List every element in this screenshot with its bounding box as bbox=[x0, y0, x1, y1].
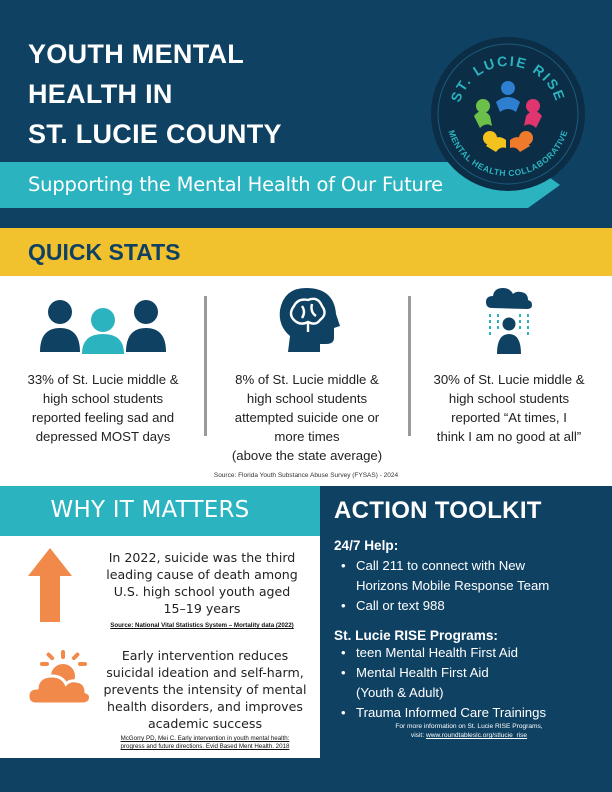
stat-text: 30% of St. Lucie middle & high school students reported “At times, I think I am no good at all” bbox=[433, 372, 585, 444]
logo-bottom-text: MENTAL HEALTH COLLABORATIVE bbox=[446, 128, 570, 179]
programs-heading: St. Lucie RISE Programs: bbox=[334, 628, 498, 643]
stat-text: 33% of St. Lucie middle & high school students reported feeling sad and depressed MOST days bbox=[27, 372, 179, 444]
help-heading: 24/7 Help: bbox=[334, 538, 399, 553]
programs-info-note: For more information on St. Lucie RISE Programs, visit: www.roundtableslc.org/stlucie_rise bbox=[395, 723, 543, 739]
stats-source: Source: Florida Youth Substance Abuse Survey (FYSAS) - 2024 bbox=[213, 472, 399, 479]
group-people-icon bbox=[38, 296, 168, 354]
help-list bbox=[334, 556, 549, 616]
fact-text: Early intervention reduces suicidal ideation and self-harm, prevents the intensity of mental health disorders, and improves academic success bbox=[103, 648, 307, 731]
sun-cloud-icon bbox=[26, 648, 92, 708]
list-item: • Mental Health First Aid (Youth & Adult) bbox=[334, 663, 546, 703]
list-item: • Call 211 to connect with New Horizons Mobile Response Team bbox=[334, 556, 549, 596]
why-it-matters-header bbox=[0, 486, 320, 536]
fact-text: In 2022, suicide was the third leading cause of death among U.S. high school youth aged 15–19 years bbox=[106, 550, 298, 616]
divider bbox=[408, 296, 411, 436]
list-item: • Trauma Informed Care Trainings bbox=[334, 703, 546, 723]
st-lucie-rise-logo bbox=[430, 36, 586, 192]
logo-top-text: ST. LUCIE RISE bbox=[447, 52, 569, 105]
list-item: • Call or text 988 bbox=[334, 596, 549, 616]
action-toolkit-title: ACTION TOOLKIT bbox=[334, 497, 542, 524]
fact-source: McGorry PD, Mei C. Early intervention in youth mental health: progress and future directions. Evid Based Ment Health. 2018 bbox=[120, 735, 290, 750]
list-item: • teen Mental Health First Aid bbox=[334, 643, 546, 663]
quick-stats-title: QUICK STATS bbox=[28, 239, 181, 265]
rise-programs-link[interactable]: www.roundtableslc.org/stlucie_rise bbox=[425, 732, 528, 739]
why-it-matters-title: WHY IT MATTERS bbox=[50, 497, 250, 523]
arrow-up-icon bbox=[28, 548, 72, 622]
subtitle: Supporting the Mental Health of Our Future bbox=[28, 173, 443, 196]
title-line: ST. LUCIE COUNTY bbox=[28, 119, 282, 149]
why-it-matters-panel bbox=[0, 536, 320, 758]
stats-panel bbox=[0, 276, 612, 486]
people-circle-logo-icon bbox=[430, 36, 586, 192]
brain-head-icon bbox=[276, 286, 340, 352]
divider bbox=[204, 296, 207, 436]
title-line: YOUTH MENTAL bbox=[28, 39, 245, 69]
quick-stats-bar bbox=[0, 228, 612, 276]
page-title bbox=[28, 34, 358, 154]
header bbox=[0, 0, 612, 228]
rain-cloud-person-icon bbox=[484, 286, 534, 354]
title-line: HEALTH IN bbox=[28, 79, 173, 109]
stat-text: 8% of St. Lucie middle & high school students attempted suicide one or more times (above the state average) bbox=[231, 372, 383, 463]
programs-list bbox=[334, 643, 546, 723]
fact-source: Source: National Vital Statistics System – Mortality data (2022) bbox=[110, 622, 294, 629]
